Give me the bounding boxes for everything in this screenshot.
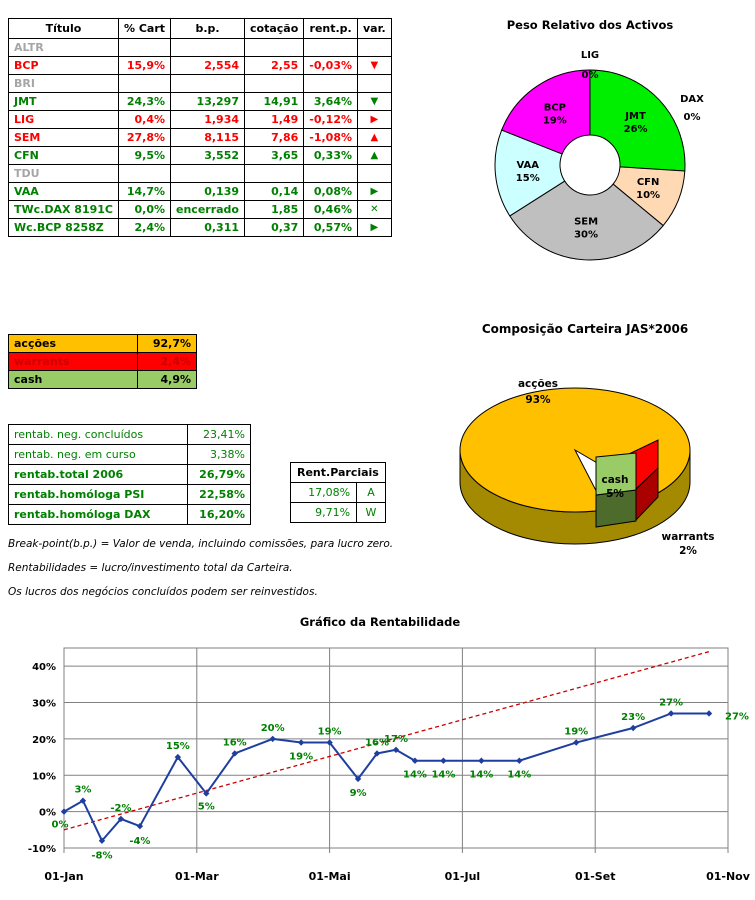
table-row bbox=[9, 505, 251, 525]
cell-var: ✕ bbox=[358, 201, 392, 219]
list-item bbox=[9, 335, 197, 353]
partial-returns-table bbox=[290, 462, 386, 523]
returns-table bbox=[8, 424, 251, 525]
cell-rentp bbox=[304, 39, 358, 57]
y-axis-tick-label: 10% bbox=[32, 771, 56, 783]
data-point-label: 15% bbox=[165, 741, 190, 753]
cell-bp: 8,115 bbox=[171, 129, 245, 147]
col-bp: b.p. bbox=[171, 19, 245, 39]
cell-rentp: -0,03% bbox=[304, 57, 358, 75]
donut-slice-name: BCP bbox=[543, 102, 567, 114]
y-axis-tick-label: 0% bbox=[39, 807, 56, 819]
cell-rentp: -0,12% bbox=[304, 111, 358, 129]
cell-cart: 0,0% bbox=[118, 201, 170, 219]
donut-slice-name: SEM bbox=[574, 216, 599, 228]
table-row bbox=[9, 201, 392, 219]
list-item bbox=[9, 353, 197, 371]
data-point-label: 17% bbox=[384, 733, 408, 745]
pie-label-accoes: acções bbox=[517, 378, 559, 390]
cell-var: ▶ bbox=[358, 111, 392, 129]
data-point-label: 5% bbox=[197, 801, 215, 813]
allocation-value: 2,4% bbox=[138, 353, 197, 371]
cell-rentp: 0,57% bbox=[304, 219, 358, 237]
cell-bp: 3,552 bbox=[171, 147, 245, 165]
partial-code: W bbox=[357, 503, 386, 523]
table-row bbox=[9, 183, 392, 201]
cell-rentp bbox=[304, 165, 358, 183]
table-row bbox=[9, 39, 392, 57]
pie-label-cash: cash bbox=[601, 474, 629, 486]
cell-rentp: 3,64% bbox=[304, 93, 358, 111]
cell-titulo: TWc.DAX 8191C bbox=[9, 201, 119, 219]
data-point-label: -8% bbox=[91, 850, 113, 862]
x-axis-tick-label: 01-Set bbox=[574, 870, 616, 883]
pie-value-accoes: 93% bbox=[525, 394, 551, 406]
table-row bbox=[9, 57, 392, 75]
rentabilidade-line-chart bbox=[6, 630, 751, 895]
table-row bbox=[9, 165, 392, 183]
donut-slice-value: 26% bbox=[623, 124, 648, 136]
data-point-label: 14% bbox=[507, 769, 532, 781]
cell-cotacao bbox=[245, 165, 304, 183]
donut-slice-name: VAA bbox=[516, 159, 540, 171]
partial-value: 9,71% bbox=[291, 503, 357, 523]
line-chart-title: Gráfico da Rentabilidade bbox=[299, 615, 461, 629]
line-chart-svg bbox=[6, 630, 751, 895]
cell-var: ▲ bbox=[358, 129, 392, 147]
cell-rentp: 0,08% bbox=[304, 183, 358, 201]
cell-cotacao: 7,86 bbox=[245, 129, 304, 147]
table-row bbox=[9, 465, 251, 485]
cell-bp: 1,934 bbox=[171, 111, 245, 129]
cell-bp: 13,297 bbox=[171, 93, 245, 111]
allocation-table bbox=[8, 334, 197, 389]
allocation-value: 4,9% bbox=[138, 371, 197, 389]
cell-var: ▼ bbox=[358, 57, 392, 75]
cell-titulo: BRI bbox=[9, 75, 119, 93]
y-axis-tick-label: 30% bbox=[32, 698, 56, 710]
x-axis-tick-label: 01-Jul bbox=[444, 870, 481, 883]
donut-slice-value: 19% bbox=[542, 115, 567, 127]
donut-chart bbox=[470, 40, 710, 290]
donut-slice-name: CFN bbox=[636, 177, 660, 189]
cell-titulo: JMT bbox=[9, 93, 119, 111]
cell-bp bbox=[171, 75, 245, 93]
y-axis-tick-label: -10% bbox=[27, 844, 56, 855]
table-row bbox=[9, 111, 392, 129]
donut-label-dax: DAX bbox=[680, 94, 704, 105]
cell-titulo: TDU bbox=[9, 165, 119, 183]
pie-chart-title: Composição Carteira JAS*2006 bbox=[481, 322, 689, 336]
return-value: 3,38% bbox=[188, 445, 251, 465]
table-row bbox=[291, 483, 386, 503]
cell-titulo: VAA bbox=[9, 183, 119, 201]
return-value: 16,20% bbox=[188, 505, 251, 525]
data-point-label: 27% bbox=[725, 711, 749, 723]
partials-header-row bbox=[291, 463, 386, 483]
col-cotacao: cotação bbox=[245, 19, 304, 39]
return-label: rentab.homóloga DAX bbox=[9, 505, 188, 525]
cell-titulo: Wc.BCP 8258Z bbox=[9, 219, 119, 237]
cell-cart bbox=[118, 75, 170, 93]
donut-value-dax: 0% bbox=[683, 112, 701, 123]
cell-cart: 27,8% bbox=[118, 129, 170, 147]
cell-cotacao: 1,49 bbox=[245, 111, 304, 129]
table-row bbox=[9, 425, 251, 445]
cell-bp bbox=[171, 39, 245, 57]
cell-cart: 9,5% bbox=[118, 147, 170, 165]
data-point-label: 14% bbox=[469, 769, 494, 781]
cell-var: ▶ bbox=[358, 183, 392, 201]
donut-value-lig: 0% bbox=[581, 70, 599, 81]
note-lucros: Os lucros dos negócios concluídos podem ser reinvestidos. bbox=[8, 586, 318, 598]
x-axis-tick-label: 01-Nov bbox=[706, 870, 750, 883]
cell-cart bbox=[118, 165, 170, 183]
allocation-label: warrants bbox=[9, 353, 138, 371]
return-value: 26,79% bbox=[188, 465, 251, 485]
table-row bbox=[9, 93, 392, 111]
data-point-label: 27% bbox=[659, 697, 684, 709]
return-label: rentab. neg. concluídos bbox=[9, 425, 188, 445]
data-point-label: 3% bbox=[74, 784, 92, 796]
cell-cart: 0,4% bbox=[118, 111, 170, 129]
cell-cotacao: 3,65 bbox=[245, 147, 304, 165]
cell-var bbox=[358, 39, 392, 57]
data-point-label: 23% bbox=[621, 712, 646, 723]
cell-cotacao bbox=[245, 75, 304, 93]
holdings-table bbox=[8, 18, 392, 237]
cell-bp: 0,139 bbox=[171, 183, 245, 201]
cell-rentp: 0,46% bbox=[304, 201, 358, 219]
cell-var: ▼ bbox=[358, 93, 392, 111]
col-var: var. bbox=[358, 19, 392, 39]
data-point-label: 14% bbox=[431, 769, 456, 781]
x-axis-tick-label: 01-Mar bbox=[174, 870, 219, 883]
cell-cart: 24,3% bbox=[118, 93, 170, 111]
pie-value-warrants: 2% bbox=[679, 545, 697, 557]
data-point-label: 14% bbox=[403, 769, 427, 781]
cell-bp: 2,554 bbox=[171, 57, 245, 75]
col-titulo: Título bbox=[9, 19, 119, 39]
data-point-label: 0% bbox=[51, 819, 69, 831]
table-row bbox=[291, 503, 386, 523]
donut-slice-value: 10% bbox=[636, 190, 661, 202]
cell-rentp: -1,08% bbox=[304, 129, 358, 147]
return-label: rentab.total 2006 bbox=[9, 465, 188, 485]
donut-slice-name: JMT bbox=[625, 111, 646, 123]
return-value: 22,58% bbox=[188, 485, 251, 505]
cell-rentp bbox=[304, 75, 358, 93]
cell-titulo: LIG bbox=[9, 111, 119, 129]
x-axis-tick-label: 01-Mai bbox=[308, 870, 351, 883]
cell-cart: 14,7% bbox=[118, 183, 170, 201]
cell-bp: 0,311 bbox=[171, 219, 245, 237]
cell-cotacao: 14,91 bbox=[245, 93, 304, 111]
cell-titulo: ALTR bbox=[9, 39, 119, 57]
partials-title: Rent.Parciais bbox=[291, 463, 386, 483]
table-row bbox=[9, 219, 392, 237]
col-rentp: rent.p. bbox=[304, 19, 358, 39]
cell-bp bbox=[171, 165, 245, 183]
cell-var: ▲ bbox=[358, 147, 392, 165]
cell-cart: 15,9% bbox=[118, 57, 170, 75]
table-row bbox=[9, 445, 251, 465]
donut-slice-value: 15% bbox=[515, 172, 540, 184]
allocation-label: cash bbox=[9, 371, 138, 389]
cell-cart: 2,4% bbox=[118, 219, 170, 237]
donut-slice-value: 30% bbox=[574, 229, 599, 241]
return-label: rentab. neg. em curso bbox=[9, 445, 188, 465]
allocation-label: acções bbox=[9, 335, 138, 353]
table-row bbox=[9, 147, 392, 165]
cell-titulo: BCP bbox=[9, 57, 119, 75]
x-axis-tick-label: 01-Jan bbox=[44, 870, 84, 883]
cell-var bbox=[358, 165, 392, 183]
return-label: rentab.homóloga PSI bbox=[9, 485, 188, 505]
data-point-label: 16% bbox=[222, 737, 247, 749]
cell-cotacao: 2,55 bbox=[245, 57, 304, 75]
cell-cotacao: 0,14 bbox=[245, 183, 304, 201]
data-point-label: 16% bbox=[365, 737, 389, 749]
donut-chart-title: Peso Relativo dos Activos bbox=[506, 18, 674, 32]
table-header-row bbox=[9, 19, 392, 39]
data-point-label: 19% bbox=[564, 726, 589, 738]
partial-value: 17,08% bbox=[291, 483, 357, 503]
cell-titulo: CFN bbox=[9, 147, 119, 165]
composition-pie-chart bbox=[430, 345, 750, 595]
note-breakpoint: Break-point(b.p.) = Valor de venda, incluindo comissões, para lucro zero. bbox=[8, 538, 394, 550]
data-point-label: -4% bbox=[129, 836, 151, 848]
cell-rentp: 0,33% bbox=[304, 147, 358, 165]
pie-label-warrants: warrants bbox=[661, 531, 715, 543]
cell-cotacao: 1,85 bbox=[245, 201, 304, 219]
data-point-label: 9% bbox=[349, 787, 367, 799]
data-point-label: -2% bbox=[110, 802, 132, 814]
cell-cotacao bbox=[245, 39, 304, 57]
cell-bp: encerrado bbox=[171, 201, 245, 219]
data-point-label: 19% bbox=[317, 726, 342, 738]
data-point-label: 20% bbox=[260, 722, 285, 734]
data-point-label: 19% bbox=[289, 751, 314, 763]
table-row bbox=[9, 129, 392, 147]
partial-code: A bbox=[357, 483, 386, 503]
cell-cart bbox=[118, 39, 170, 57]
donut-label-lig: LIG bbox=[580, 50, 600, 61]
cell-titulo: SEM bbox=[9, 129, 119, 147]
y-axis-tick-label: 20% bbox=[32, 734, 56, 746]
return-value: 23,41% bbox=[188, 425, 251, 445]
pie-value-cash: 5% bbox=[606, 488, 624, 500]
cell-cotacao: 0,37 bbox=[245, 219, 304, 237]
donut-chart-svg bbox=[470, 40, 710, 290]
cell-var bbox=[358, 75, 392, 93]
col-cart: % Cart bbox=[118, 19, 170, 39]
list-item bbox=[9, 371, 197, 389]
allocation-value: 92,7% bbox=[138, 335, 197, 353]
composition-pie-svg bbox=[430, 345, 750, 595]
y-axis-tick-label: 40% bbox=[32, 662, 56, 674]
cell-var: ▶ bbox=[358, 219, 392, 237]
note-rentabilidades: Rentabilidades = lucro/investimento total da Carteira. bbox=[8, 562, 293, 574]
table-row bbox=[9, 75, 392, 93]
table-row bbox=[9, 485, 251, 505]
